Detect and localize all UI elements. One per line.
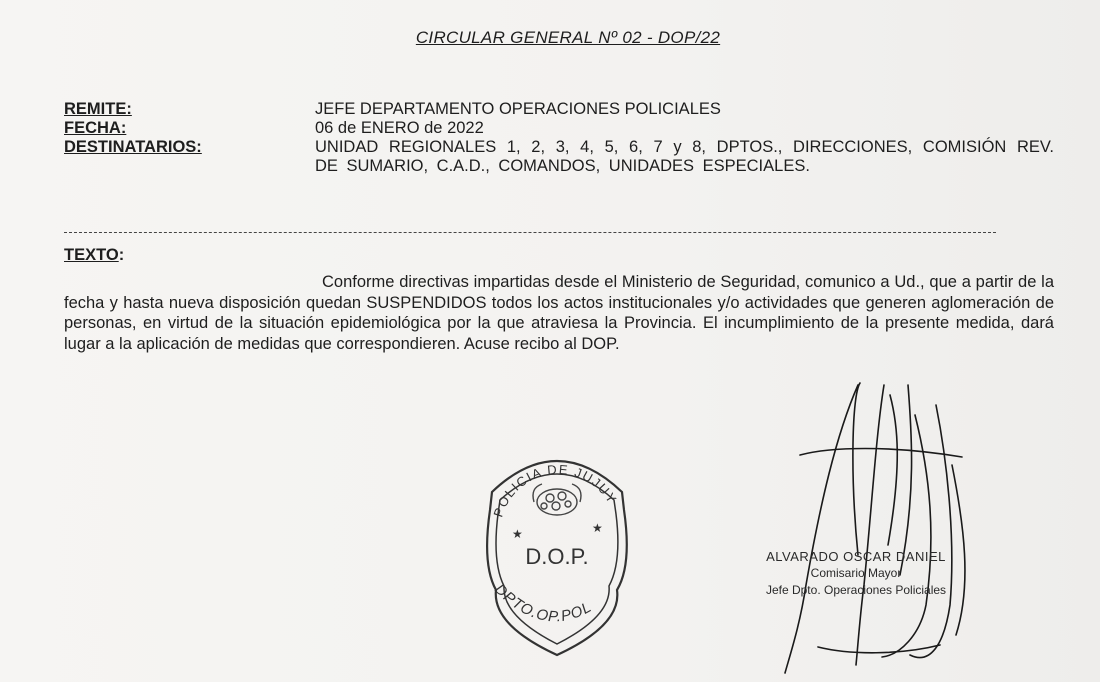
handwritten-signature bbox=[740, 355, 980, 675]
destinatarios-value: UNIDAD REGIONALES 1, 2, 3, 4, 5, 6, 7 y 8, DPTOS., DIRECCIONES, COMISIÓN REV. DE SUMARIO, C.A.D., COMANDOS, UNIDADES ESPECIALES. bbox=[315, 138, 1054, 175]
texto-colon: : bbox=[118, 246, 125, 264]
signer-block bbox=[736, 548, 976, 599]
remite-value: JEFE DEPARTAMENTO OPERACIONES POLICIALES bbox=[315, 100, 721, 118]
signer-rank: Comisario Mayor bbox=[810, 566, 902, 580]
star-icon: ★ bbox=[592, 521, 603, 535]
fecha-label: FECHA: bbox=[64, 119, 127, 137]
remite-row bbox=[64, 100, 1054, 119]
destinatarios-label: DESTINATARIOS: bbox=[64, 138, 202, 156]
coat-of-arms-icon bbox=[533, 484, 581, 515]
dashed-divider bbox=[64, 232, 996, 233]
document-title: CIRCULAR GENERAL Nº 02 - DOP/22 bbox=[415, 28, 721, 47]
fecha-row bbox=[64, 119, 1054, 138]
texto-heading bbox=[64, 246, 124, 265]
stamp-center-text: D.O.P. bbox=[525, 544, 589, 569]
svg-text:DPTO.OP.POL bbox=[491, 581, 595, 626]
police-stamp bbox=[472, 440, 642, 660]
stamp-top-text: POLICIA DE JUJUY bbox=[490, 461, 621, 519]
texto-label: TEXTO bbox=[64, 246, 119, 264]
body-paragraph: Conforme directivas impartidas desde el Ministerio de Seguridad, comunico a Ud., que a partir de la fecha y hasta nueva disposición quedan SUSPENDIDOS todos los actos institucionales y/o actividades que generen aglomeración de personas, en virtud de la situación epidemiológica por la que atraviesa la Provincia. El incumplimiento de la presente medida, dará lugar a la aplicación de medidas que correspondieren. Acuse recibo al DOP. bbox=[64, 273, 1054, 353]
body-text bbox=[64, 272, 1054, 354]
stamp-bottom-text: DPTO.OP.POL bbox=[491, 580, 595, 626]
signer-name: ALVARADO OSCAR DANIEL bbox=[766, 549, 946, 564]
header-block bbox=[64, 100, 1054, 176]
fecha-value: 06 de ENERO de 2022 bbox=[315, 119, 484, 137]
remite-label: REMITE: bbox=[64, 100, 132, 118]
star-icon: ★ bbox=[512, 527, 523, 541]
signer-position: Jefe Dpto. Operaciones Policiales bbox=[765, 583, 947, 597]
destinatarios-row bbox=[64, 138, 1054, 176]
